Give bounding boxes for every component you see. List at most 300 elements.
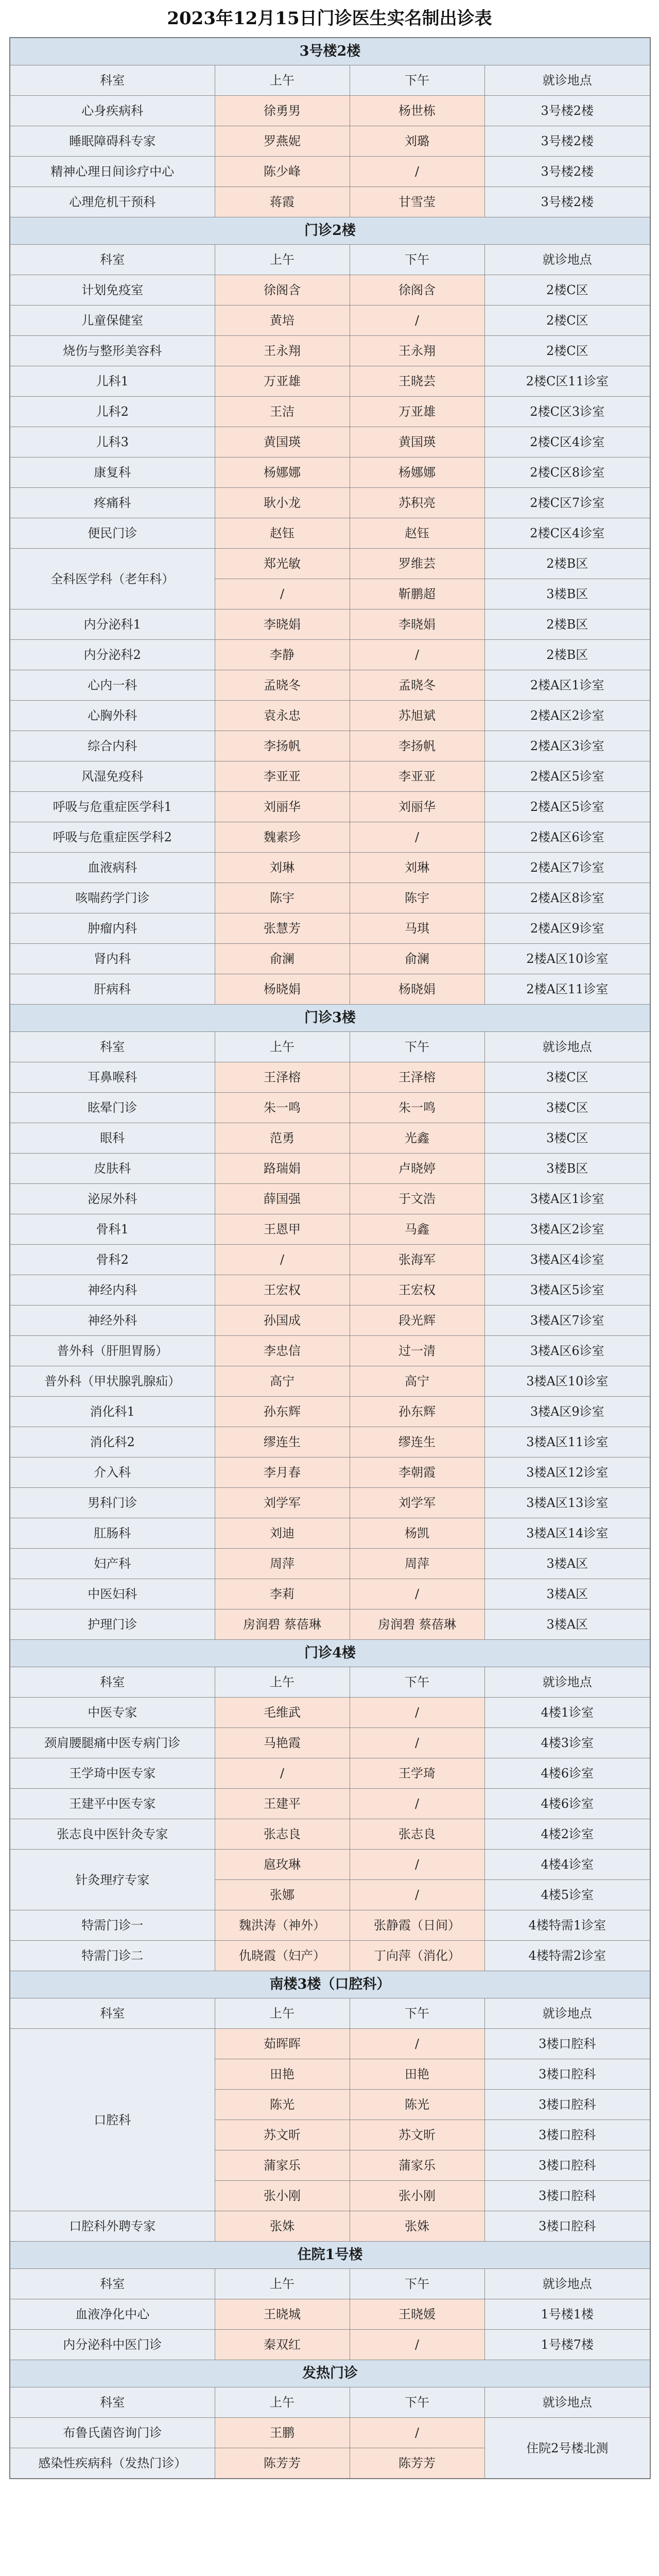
section-row [10,1005,650,1032]
table-row [10,1336,650,1366]
am-doctor-cell: 周萍 [215,1549,350,1579]
pm-doctor-cell: 靳鹏超 [350,579,484,609]
table-row [10,670,650,701]
dept-cell: 烧伤与整形美容科 [10,336,215,366]
am-doctor-cell: 杨娜娜 [215,457,350,488]
location-header: 就诊地点 [484,65,650,96]
section-row [10,1971,650,1998]
dept-cell: 中医妇科 [10,1579,215,1609]
am-doctor-cell: 王恩甲 [215,1214,350,1245]
location-cell: 2楼A区10诊室 [484,944,650,974]
am-header: 上午 [215,1998,350,2029]
pm-doctor-cell: 马琪 [350,913,484,944]
am-doctor-cell: 朱一鸣 [215,1093,350,1123]
pm-doctor-cell: 王晓媛 [350,2299,484,2330]
table-row [10,1093,650,1123]
table-row [10,609,650,640]
am-doctor-cell: 魏洪涛（神外） [215,1910,350,1941]
pm-doctor-cell: 卢晓婷 [350,1154,484,1184]
am-doctor-cell: 缪连生 [215,1427,350,1458]
pm-doctor-cell: 万亚雄 [350,397,484,427]
am-doctor-cell: 李忠信 [215,1336,350,1366]
location-cell: 2楼A区8诊室 [484,883,650,913]
location-cell: 4楼4诊室 [484,1850,650,1880]
pm-doctor-cell: / [350,1880,484,1910]
table-row [10,427,650,457]
am-doctor-cell: 黄培 [215,306,350,336]
location-cell: 2楼B区 [484,549,650,579]
pm-doctor-cell: 王永翔 [350,336,484,366]
location-cell: 2楼C区 [484,336,650,366]
table-row [10,2211,650,2242]
dept-cell: 心身疾病科 [10,96,215,126]
pm-doctor-cell: 刘璐 [350,126,484,157]
pm-doctor-cell: 段光辉 [350,1306,484,1336]
pm-doctor-cell: / [350,822,484,853]
dept-cell: 心理危机干预科 [10,187,215,217]
location-cell: 2楼A区5诊室 [484,792,650,822]
column-header-row [10,2269,650,2299]
location-cell: 3楼口腔科 [484,2181,650,2211]
table-row [10,457,650,488]
dept-cell: 肛肠科 [10,1518,215,1549]
pm-doctor-cell: 孟晓冬 [350,670,484,701]
table-row [10,1458,650,1488]
section-title: 南楼3楼（口腔科） [10,1971,650,1998]
table-row [10,731,650,761]
am-doctor-cell: / [215,1245,350,1275]
pm-doctor-cell: 俞澜 [350,944,484,974]
location-cell: 3楼口腔科 [484,2211,650,2242]
dept-cell: 肾内科 [10,944,215,974]
location-cell: 2楼A区11诊室 [484,974,650,1005]
am-doctor-cell: 秦双红 [215,2330,350,2360]
pm-doctor-cell: 陈宇 [350,883,484,913]
am-doctor-cell: 王建平 [215,1789,350,1819]
location-cell: 3楼A区1诊室 [484,1184,650,1214]
pm-header: 下午 [350,2387,484,2418]
dept-cell: 血液病科 [10,853,215,883]
table-row [10,1062,650,1093]
dept-cell: 妇产科 [10,1549,215,1579]
dept-cell: 计划免疫室 [10,275,215,306]
am-doctor-cell: 李莉 [215,1579,350,1609]
am-doctor-cell: 蒋霞 [215,187,350,217]
table-row [10,1123,650,1154]
section-row [10,1640,650,1667]
section-row [10,2242,650,2269]
am-doctor-cell: 李月春 [215,1458,350,1488]
pm-doctor-cell: / [350,1698,484,1728]
location-cell: 4楼6诊室 [484,1758,650,1789]
table-row [10,1758,650,1789]
am-header: 上午 [215,65,350,96]
pm-doctor-cell: 陈光 [350,2090,484,2120]
pm-doctor-cell: 田艳 [350,2059,484,2090]
page-title: 2023年12月15日门诊医生实名制出诊表 [167,8,492,29]
pm-doctor-cell: 蒲家乐 [350,2150,484,2181]
location-cell: 2楼C区 [484,275,650,306]
section-title: 住院1号楼 [10,2242,650,2269]
table-row [10,1549,650,1579]
am-doctor-cell: 杨晓娟 [215,974,350,1005]
table-row [10,336,650,366]
location-cell: 2楼C区11诊室 [484,366,650,397]
am-doctor-cell: 耿小龙 [215,488,350,518]
pm-doctor-cell: / [350,640,484,670]
location-cell: 3楼A区2诊室 [484,1214,650,1245]
dept-cell: 儿童保健室 [10,306,215,336]
am-doctor-cell: 张志良 [215,1819,350,1850]
location-cell: 2楼A区7诊室 [484,853,650,883]
pm-doctor-cell: 徐阁含 [350,275,484,306]
dept-cell: 疼痛科 [10,488,215,518]
location-cell: 3楼C区 [484,1062,650,1093]
table-row [10,2330,650,2360]
location-cell: 2楼A区2诊室 [484,701,650,731]
dept-cell: 神经外科 [10,1306,215,1336]
dept-cell: 口腔科外聘专家 [10,2211,215,2242]
location-cell: 2楼C区8诊室 [484,457,650,488]
table-row [10,1397,650,1427]
dept-cell: 肝病科 [10,974,215,1005]
dept-cell: 康复科 [10,457,215,488]
dept-cell: 心内一科 [10,670,215,701]
dept-cell: 呼吸与危重症医学科2 [10,822,215,853]
am-doctor-cell: 高宁 [215,1366,350,1397]
table-row [10,397,650,427]
dept-cell: 护理门诊 [10,1609,215,1640]
dept-cell: 全科医学科（老年科） [10,549,215,609]
am-doctor-cell: 陈少峰 [215,157,350,187]
pm-doctor-cell: 赵钰 [350,518,484,549]
pm-doctor-cell: / [350,306,484,336]
pm-doctor-cell: 孙东辉 [350,1397,484,1427]
pm-doctor-cell: / [350,1789,484,1819]
am-doctor-cell: 赵钰 [215,518,350,549]
location-header: 就诊地点 [484,245,650,275]
location-cell: 2楼A区5诊室 [484,761,650,792]
schedule-body [10,38,650,2479]
dept-cell: 眩晕门诊 [10,1093,215,1123]
dept-cell: 内分泌科中医门诊 [10,2330,215,2360]
pm-doctor-cell: / [350,2029,484,2059]
am-doctor-cell: 李静 [215,640,350,670]
location-cell: 4楼特需1诊室 [484,1910,650,1941]
dept-cell: 普外科（甲状腺乳腺疝） [10,1366,215,1397]
am-doctor-cell: 张慧芳 [215,913,350,944]
am-doctor-cell: 薛国强 [215,1184,350,1214]
pm-header: 下午 [350,2269,484,2299]
pm-doctor-cell: 高宁 [350,1366,484,1397]
dept-cell: 特需门诊一 [10,1910,215,1941]
location-cell: 3楼口腔科 [484,2029,650,2059]
dept-header: 科室 [10,1667,215,1698]
location-cell: 3号楼2楼 [484,187,650,217]
table-row [10,518,650,549]
location-cell: 2楼A区9诊室 [484,913,650,944]
dept-cell: 布鲁氏菌咨询门诊 [10,2418,215,2448]
location-cell: 3楼C区 [484,1123,650,1154]
location-cell: 3楼A区6诊室 [484,1336,650,1366]
location-cell: 3楼A区4诊室 [484,1245,650,1275]
table-row [10,126,650,157]
am-doctor-cell: 王宏权 [215,1275,350,1306]
location-cell: 4楼2诊室 [484,1819,650,1850]
dept-cell: 消化科2 [10,1427,215,1458]
am-doctor-cell: 王泽榕 [215,1062,350,1093]
am-doctor-cell: 毛维武 [215,1698,350,1728]
location-cell: 3楼A区14诊室 [484,1518,650,1549]
location-cell: 4楼3诊室 [484,1728,650,1758]
table-row [10,701,650,731]
location-cell: 3楼A区11诊室 [484,1427,650,1458]
table-row [10,792,650,822]
table-row [10,366,650,397]
location-cell: 3楼口腔科 [484,2150,650,2181]
dept-cell: 介入科 [10,1458,215,1488]
pm-doctor-cell: 杨凯 [350,1518,484,1549]
am-doctor-cell: 孙东辉 [215,1397,350,1427]
am-doctor-cell: 俞澜 [215,944,350,974]
table-row [10,1819,650,1850]
location-header: 就诊地点 [484,2269,650,2299]
dept-cell: 泌尿外科 [10,1184,215,1214]
am-doctor-cell: 王永翔 [215,336,350,366]
dept-header: 科室 [10,2387,215,2418]
am-doctor-cell: 李亚亚 [215,761,350,792]
dept-cell: 皮肤科 [10,1154,215,1184]
am-doctor-cell: 苏文昕 [215,2120,350,2150]
pm-doctor-cell: 甘雪莹 [350,187,484,217]
dept-cell: 普外科（肝胆胃肠） [10,1336,215,1366]
am-doctor-cell: 王洁 [215,397,350,427]
dept-header: 科室 [10,1032,215,1062]
am-doctor-cell: 郑光敏 [215,549,350,579]
dept-cell: 张志良中医针灸专家 [10,1819,215,1850]
am-doctor-cell: 马艳霞 [215,1728,350,1758]
location-cell: 3楼A区9诊室 [484,1397,650,1427]
column-header-row [10,245,650,275]
table-row [10,1518,650,1549]
am-doctor-cell: / [215,1758,350,1789]
pm-doctor-cell: 李亚亚 [350,761,484,792]
pm-doctor-cell: 李朝霞 [350,1458,484,1488]
pm-doctor-cell: 杨世栋 [350,96,484,126]
dept-cell: 儿科2 [10,397,215,427]
section-title: 3号楼2楼 [10,38,650,65]
location-cell: 3号楼2楼 [484,157,650,187]
dept-cell: 精神心理日间诊疗中心 [10,157,215,187]
location-cell: 2楼A区3诊室 [484,731,650,761]
column-header-row [10,1667,650,1698]
am-doctor-cell: 孙国成 [215,1306,350,1336]
section-title: 发热门诊 [10,2360,650,2387]
location-header: 就诊地点 [484,2387,650,2418]
dept-cell: 针灸理疗专家 [10,1850,215,1910]
table-row [10,1579,650,1609]
pm-doctor-cell: / [350,1728,484,1758]
table-row [10,1910,650,1941]
dept-cell: 骨科2 [10,1245,215,1275]
table-row [10,1275,650,1306]
pm-doctor-cell: 李晓娟 [350,609,484,640]
dept-cell: 肿瘤内科 [10,913,215,944]
table-row [10,1789,650,1819]
am-doctor-cell: 罗燕妮 [215,126,350,157]
pm-doctor-cell: 张海军 [350,1245,484,1275]
am-doctor-cell: 扈玫琳 [215,1850,350,1880]
section-title: 门诊4楼 [10,1640,650,1667]
table-row [10,1850,650,1880]
am-header: 上午 [215,1032,350,1062]
table-row [10,1609,650,1640]
section-row [10,217,650,245]
am-doctor-cell: 王晓城 [215,2299,350,2330]
am-header: 上午 [215,2269,350,2299]
location-cell: 3楼C区 [484,1093,650,1123]
pm-doctor-cell: 朱一鸣 [350,1093,484,1123]
pm-header: 下午 [350,245,484,275]
pm-doctor-cell: 杨晓娟 [350,974,484,1005]
am-doctor-cell: 蒲家乐 [215,2150,350,2181]
dept-cell: 颈肩腰腿痛中医专病门诊 [10,1728,215,1758]
location-cell: 2楼C区4诊室 [484,427,650,457]
table-row [10,1488,650,1518]
table-row [10,944,650,974]
am-doctor-cell: 袁永忠 [215,701,350,731]
pm-doctor-cell: 杨娜娜 [350,457,484,488]
table-row [10,1366,650,1397]
am-doctor-cell: / [215,579,350,609]
dept-cell: 王建平中医专家 [10,1789,215,1819]
pm-doctor-cell: 张小刚 [350,2181,484,2211]
am-doctor-cell: 陈芳芳 [215,2448,350,2479]
am-doctor-cell: 孟晓冬 [215,670,350,701]
location-cell: 3号楼2楼 [484,126,650,157]
location-cell: 3楼口腔科 [484,2120,650,2150]
location-cell: 4楼特需2诊室 [484,1941,650,1971]
dept-header: 科室 [10,245,215,275]
pm-header: 下午 [350,1667,484,1698]
location-cell: 3楼A区5诊室 [484,1275,650,1306]
location-header: 就诊地点 [484,1998,650,2029]
dept-cell: 综合内科 [10,731,215,761]
table-row [10,913,650,944]
dept-cell: 呼吸与危重症医学科1 [10,792,215,822]
am-doctor-cell: 陈光 [215,2090,350,2120]
pm-header: 下午 [350,1032,484,1062]
table-row [10,974,650,1005]
pm-doctor-cell: / [350,1850,484,1880]
table-row [10,1214,650,1245]
location-cell: 2楼B区 [484,640,650,670]
location-cell: 3楼B区 [484,579,650,609]
am-doctor-cell: 茹晖晖 [215,2029,350,2059]
column-header-row [10,1998,650,2029]
table-row [10,488,650,518]
location-cell: 3楼A区10诊室 [484,1366,650,1397]
location-cell: 1号楼1楼 [484,2299,650,2330]
table-row [10,306,650,336]
dept-cell: 内分泌科2 [10,640,215,670]
pm-doctor-cell: 罗维芸 [350,549,484,579]
location-header: 就诊地点 [484,1032,650,1062]
table-row [10,157,650,187]
dept-cell: 特需门诊二 [10,1941,215,1971]
am-header: 上午 [215,245,350,275]
table-row [10,822,650,853]
am-doctor-cell: 仇晓霞（妇产） [215,1941,350,1971]
pm-doctor-cell: / [350,1579,484,1609]
am-doctor-cell: 张娜 [215,1880,350,1910]
location-cell: 2楼A区6诊室 [484,822,650,853]
table-row [10,2418,650,2448]
table-row [10,853,650,883]
pm-doctor-cell: / [350,2330,484,2360]
location-cell: 2楼C区7诊室 [484,488,650,518]
pm-doctor-cell: 苏旭斌 [350,701,484,731]
location-cell: 4楼6诊室 [484,1789,650,1819]
am-doctor-cell: 万亚雄 [215,366,350,397]
pm-doctor-cell: 张志良 [350,1819,484,1850]
am-doctor-cell: 李晓娟 [215,609,350,640]
pm-doctor-cell: 王宏权 [350,1275,484,1306]
dept-cell: 血液净化中心 [10,2299,215,2330]
pm-doctor-cell: 陈芳芳 [350,2448,484,2479]
location-cell: 3号楼2楼 [484,96,650,126]
column-header-row [10,65,650,96]
location-cell: 2楼C区4诊室 [484,518,650,549]
location-cell: 2楼C区 [484,306,650,336]
table-row [10,640,650,670]
am-doctor-cell: 刘琳 [215,853,350,883]
pm-doctor-cell: 丁向萍（消化） [350,1941,484,1971]
location-header: 就诊地点 [484,1667,650,1698]
table-row [10,1154,650,1184]
table-row [10,1698,650,1728]
dept-cell: 中医专家 [10,1698,215,1728]
pm-doctor-cell: 马鑫 [350,1214,484,1245]
dept-cell: 王学琦中医专家 [10,1758,215,1789]
section-title: 门诊2楼 [10,217,650,245]
location-cell: 3楼A区 [484,1579,650,1609]
dept-cell: 儿科3 [10,427,215,457]
location-cell: 2楼C区3诊室 [484,397,650,427]
dept-header: 科室 [10,65,215,96]
pm-doctor-cell: 周萍 [350,1549,484,1579]
schedule-table [9,37,651,2479]
table-row [10,1427,650,1458]
dept-cell: 咳喘药学门诊 [10,883,215,913]
dept-header: 科室 [10,2269,215,2299]
pm-doctor-cell: 苏积亮 [350,488,484,518]
am-doctor-cell: 房润碧 蔡蓓琳 [215,1609,350,1640]
pm-doctor-cell: 刘琳 [350,853,484,883]
table-row [10,275,650,306]
am-doctor-cell: 张小刚 [215,2181,350,2211]
pm-doctor-cell: 张姝 [350,2211,484,2242]
location-cell: 2楼B区 [484,609,650,640]
pm-doctor-cell: / [350,2418,484,2448]
am-doctor-cell: 田艳 [215,2059,350,2090]
am-doctor-cell: 王鹏 [215,2418,350,2448]
table-row [10,2299,650,2330]
column-header-row [10,1032,650,1062]
location-cell: 3楼B区 [484,1154,650,1184]
am-header: 上午 [215,1667,350,1698]
am-doctor-cell: 范勇 [215,1123,350,1154]
